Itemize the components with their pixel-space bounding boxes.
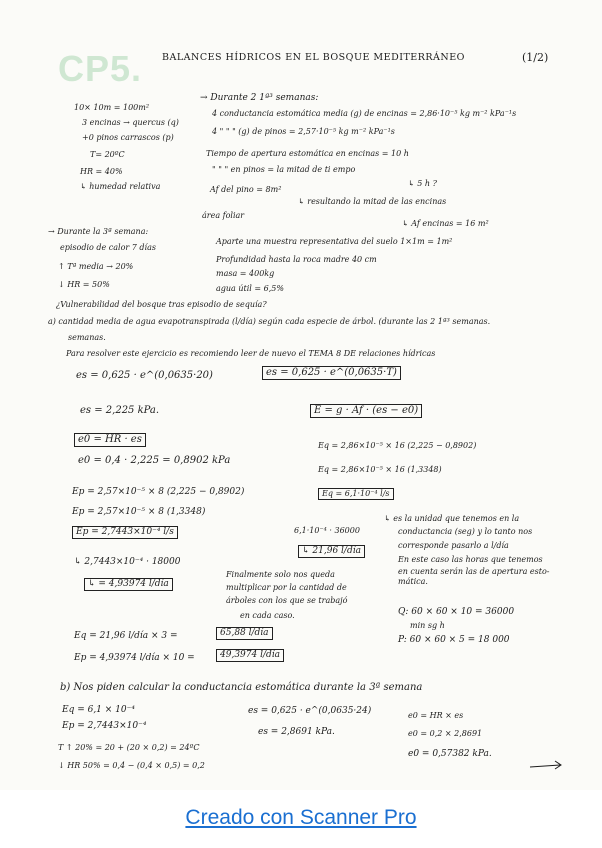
area-foliar-label: área foliar xyxy=(202,211,245,220)
es-formula: es = 0,625 · e^(0,0635·20) xyxy=(76,370,213,381)
ep-step-2: Ep = 2,57×10⁻⁵ × 8 (1,3348) xyxy=(72,507,206,517)
temp-increase: ↑ Tª media → 20% xyxy=(58,262,134,271)
time-encinas: Tiempo de apertura estomática en encinas = 10 h xyxy=(206,149,409,158)
b-ep: Ep = 2,7443×10⁻⁴ xyxy=(62,721,147,731)
ep-step-1: Ep = 2,57×10⁻⁵ × 8 (2,225 − 0,8902) xyxy=(72,487,245,497)
soil-sample: Aparte una muestra representativa del suelo 1×1m = 1m² xyxy=(216,237,453,246)
unit-note-2: conductancia (seg) y lo tanto nos xyxy=(398,527,533,536)
useful-water: agua útil = 6,5% xyxy=(216,284,284,293)
final-note-4: en cada caso. xyxy=(240,611,295,620)
e0-formula-box: e0 = HR · es xyxy=(74,433,146,447)
soil-depth: Profundidad hasta la roca madre 40 cm xyxy=(216,255,377,264)
hr-decrease: ↓ HR = 50% xyxy=(58,280,110,289)
given-area: 10× 10m = 100m² xyxy=(74,103,150,112)
page-number: (1/2) xyxy=(522,51,549,64)
given-hr: HR = 40% xyxy=(80,167,123,176)
given-pinos: +0 pinos carrascos (p) xyxy=(82,133,174,142)
b-eq: Eq = 6,1 × 10⁻⁴ xyxy=(62,705,135,715)
final-note-3: árboles con los que se trabajó xyxy=(226,596,348,605)
eq-result-box: Eq = 6,1·10⁻⁴ l/s xyxy=(318,488,394,500)
third-week-heading: → Durante la 3ª semana: xyxy=(48,227,149,236)
given-hr-note: ↳ humedad relativa xyxy=(80,182,161,191)
af-encinas: ↳ Af encinas = 16 m² xyxy=(402,219,489,228)
question-vulnerability: ¿Vulnerabilidad del bosque tras episodio de sequía? xyxy=(56,300,267,309)
q-seconds: Q: 60 × 60 × 10 = 36000 xyxy=(398,607,515,617)
b-e0-value: e0 = 0,57382 kPa. xyxy=(408,749,492,759)
ep-daily-box: ↳ = 4,93974 l/día xyxy=(84,578,173,591)
cond-pinos: 4 " " " (g) de pinos = 2,57·10⁻⁵ kg m⁻² kPa⁻¹s xyxy=(212,127,395,136)
b-es-value: es = 2,8691 kPa. xyxy=(258,727,335,737)
unit-note-1: ↳ es la unidad que tenemos en la xyxy=(384,514,520,523)
question-b: b) Nos piden calcular la conductancia estomática durante la 3ª semana xyxy=(60,682,423,693)
unit-note-5: en cuenta serán las de apertura esto- xyxy=(398,567,550,576)
question-a-cont: semanas. xyxy=(68,333,106,342)
page-title: BALANCES HÍDRICOS EN EL BOSQUE MEDITERRÁNEO xyxy=(162,52,465,63)
heat-episode: episodio de calor 7 días xyxy=(60,243,156,252)
ep-result-box: Ep = 2,7443×10⁻⁴ l/s xyxy=(72,526,178,539)
final-note-1: Finalmente solo nos queda xyxy=(226,570,335,579)
question-a: a) cantidad media de agua evapotranspirada (l/día) según cada especie de árbol. (durante las 2 1ª³ semanas. xyxy=(48,317,491,326)
ep-step-4: ↳ 2,7443×10⁻⁴ · 18000 xyxy=(74,557,181,567)
eq-daily-box: ↳ 21,96 l/día xyxy=(298,545,365,558)
time-pinos-result: ↳ 5 h ? xyxy=(408,179,437,188)
unit-note-3: corresponde pasarlo a l/día xyxy=(398,541,509,550)
es-formula-box: es = 0,625 · e^(0,0635·T) xyxy=(262,366,401,380)
b-e0-step: e0 = 0,2 × 2,8691 xyxy=(408,729,483,738)
es-value: es = 2,225 kPa. xyxy=(80,405,160,416)
soil-mass: masa = 400kg xyxy=(216,269,275,278)
unit-note-4: En este caso las horas que tenemos xyxy=(398,555,543,564)
given-encinas: 3 encinas → quercus (q) xyxy=(82,118,179,127)
eq-step-1: Eq = 2,86×10⁻⁵ × 16 (2,225 − 0,8902) xyxy=(318,441,477,450)
transpiration-formula-box: E = g · Af · (es − e0) xyxy=(310,404,422,418)
ep-final: Ep = 4,93974 l/día × 10 = xyxy=(74,653,195,663)
b-temperature: T ↑ 20% = 20 + (20 × 0,2) = 24ºC xyxy=(58,743,200,752)
af-half-note: ↳ resultando la mitad de las encinas xyxy=(298,197,447,206)
time-pinos: " " " en pinos = la mitad de ti empo xyxy=(212,165,356,174)
b-es-formula: es = 0,625 · e^(0,0635·24) xyxy=(248,706,372,716)
continue-arrow-icon xyxy=(528,760,568,772)
b-humidity: ↓ HR 50% = 0,4 − (0,4 × 0,5) = 0,2 xyxy=(58,761,205,770)
solution-note: Para resolver este ejercicio es recomiendo leer de nuevo el TEMA 8 DE relaciones hídricas xyxy=(66,349,436,358)
af-pino: Af del pino = 8m² xyxy=(210,185,282,194)
eq-step-2: Eq = 2,86×10⁻⁵ × 16 (1,3348) xyxy=(318,465,442,474)
eq-daily-step: 6,1·10⁻⁴ · 36000 xyxy=(294,526,360,535)
eq-final-box: 65,88 l/día xyxy=(216,627,273,640)
final-note-2: multiplicar por la cantidad de xyxy=(226,583,347,592)
b-e0-formula: e0 = HR × es xyxy=(408,711,464,720)
eq-final: Eq = 21,96 l/día × 3 = xyxy=(74,631,178,641)
logo: CP5. xyxy=(58,48,143,89)
cond-encinas: 4 conductancia estomática media (g) de encinas = 2,86·10⁻⁵ kg m⁻² kPa⁻¹s xyxy=(212,109,517,118)
q-seconds-units: min sg h xyxy=(410,621,445,630)
unit-note-6: mática. xyxy=(398,577,428,586)
p-seconds: P: 60 × 60 × 5 = 18 000 xyxy=(398,635,510,645)
e0-value: e0 = 0,4 · 2,225 = 0,8902 kPa xyxy=(78,455,231,466)
ep-final-box: 49,3974 l/día xyxy=(216,649,284,662)
weeks-heading: → Durante 2 1ª³ semanas: xyxy=(200,93,319,103)
given-temp: T= 20ºC xyxy=(90,150,125,159)
scanner-pro-link[interactable]: Creado con Scanner Pro xyxy=(185,806,417,829)
